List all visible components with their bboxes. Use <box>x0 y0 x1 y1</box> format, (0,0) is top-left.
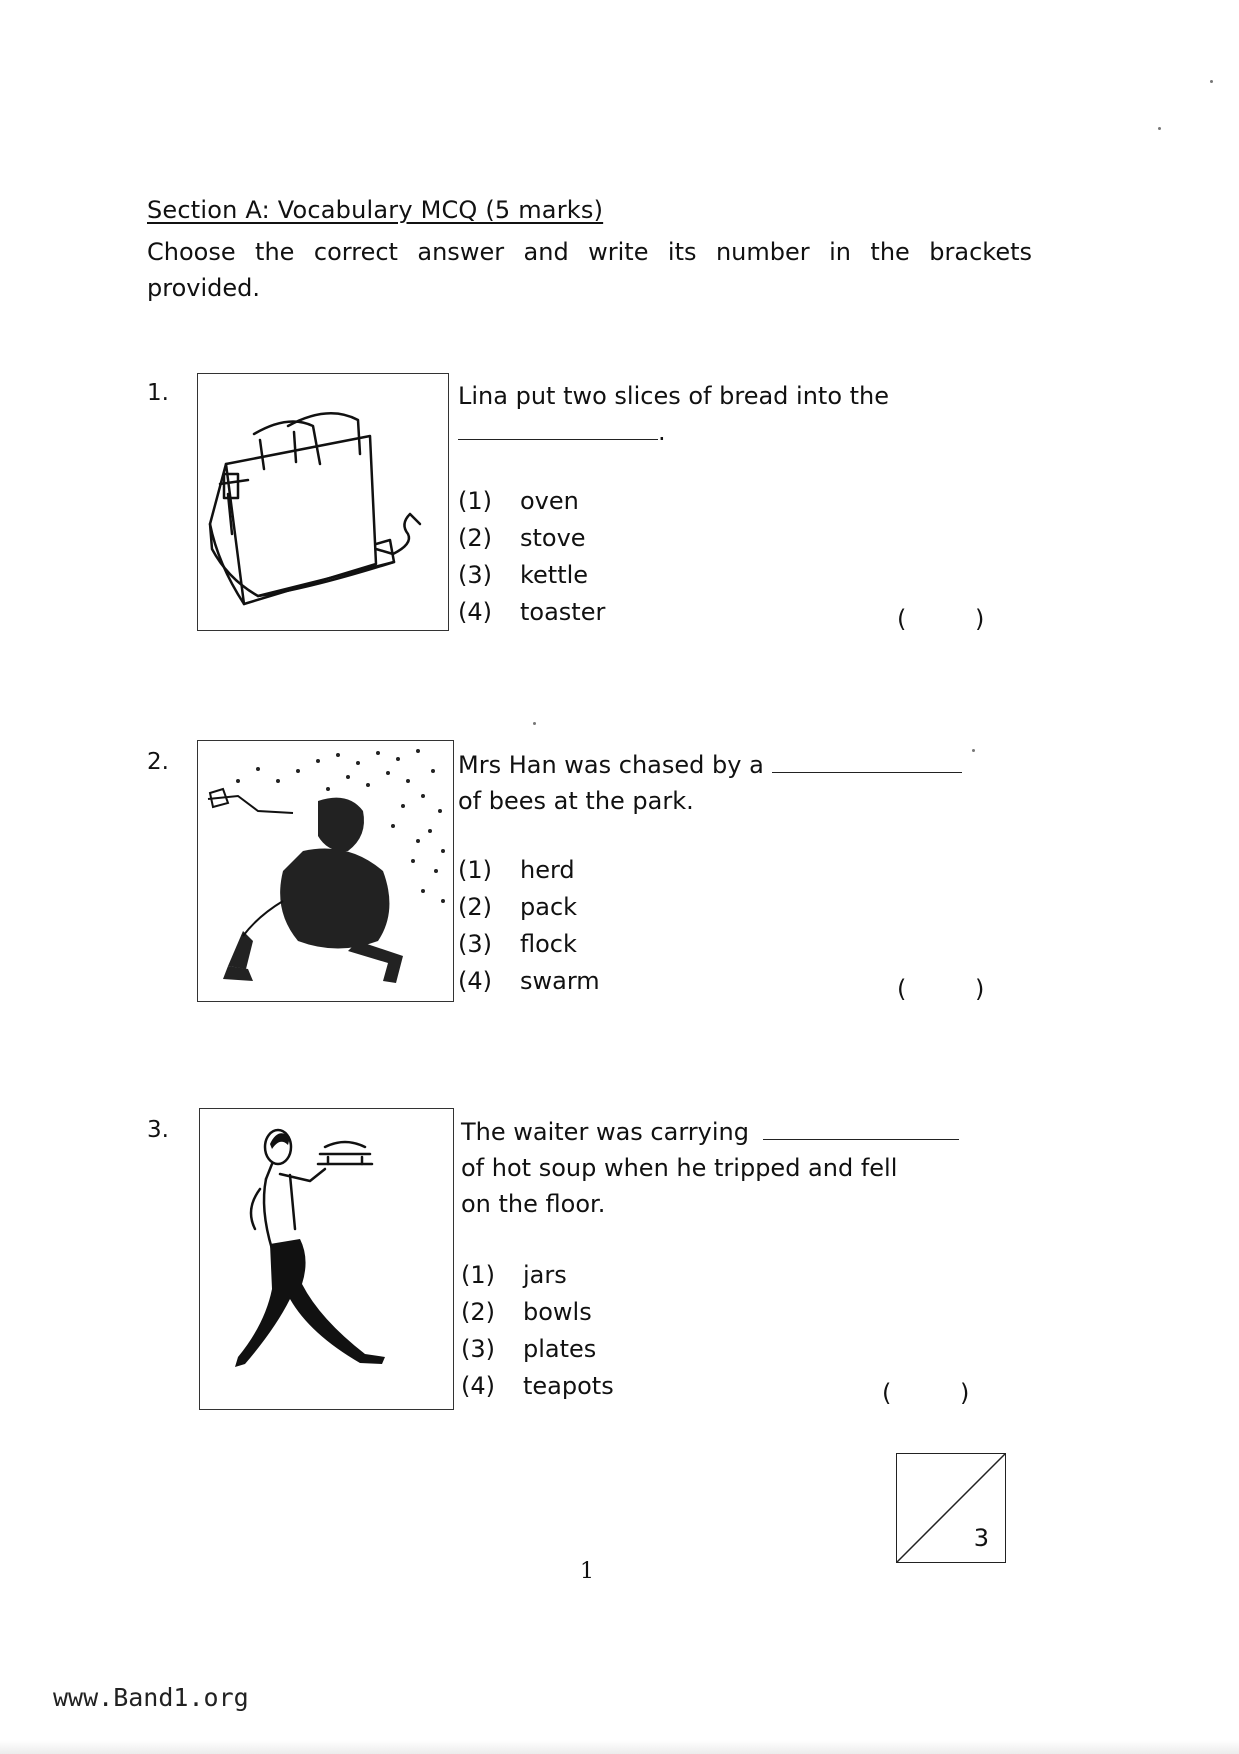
question-2-option-4: (4) swarm <box>458 967 600 995</box>
question-1-option-2: (2) stove <box>458 524 586 552</box>
question-1-answer-bracket[interactable]: ( ) <box>897 605 985 633</box>
question-3-option-3: (3) plates <box>461 1335 597 1363</box>
question-3-number: 3. <box>147 1117 169 1143</box>
question-1-option-4: (4) toaster <box>458 598 606 626</box>
question-2-text <box>458 747 1018 819</box>
question-2-stem-end: of bees at the park. <box>458 787 694 815</box>
waiter-illustration <box>199 1108 454 1410</box>
section-title: Section A: Vocabulary MCQ (5 marks) <box>147 196 604 224</box>
question-1-stem-end: . <box>658 418 666 446</box>
question-3-stem: The waiter was carrying <box>461 1118 749 1146</box>
question-3-options <box>461 1257 614 1405</box>
question-2-stem: Mrs Han was chased by a <box>458 751 764 779</box>
question-1-option-3: (3) kettle <box>458 561 589 589</box>
page-number: 1 <box>580 1559 594 1584</box>
scan-speck <box>1210 80 1213 83</box>
question-3-stem-end: of hot soup when he tripped and fell on the floor. <box>461 1154 898 1218</box>
question-3-option-4: (4) teapots <box>461 1372 614 1400</box>
question-1-stem: Lina put two slices of bread into the <box>458 382 890 410</box>
question-1-text <box>458 378 978 450</box>
scan-edge <box>0 1740 1239 1754</box>
question-1-option-1: (1) oven <box>458 487 579 515</box>
toaster-illustration <box>197 373 449 631</box>
scan-speck <box>972 749 975 752</box>
question-3-answer-bracket[interactable]: ( ) <box>882 1379 970 1407</box>
question-3-text <box>461 1114 1021 1222</box>
question-1-number: 1. <box>147 380 169 406</box>
toaster-icon <box>198 374 448 630</box>
bees-chase-illustration <box>197 740 454 1002</box>
watermark: www.Band1.org <box>53 1683 249 1712</box>
question-2-options <box>458 852 600 1000</box>
scan-speck <box>533 722 536 725</box>
instructions: Choose the correct answer and write its number in the brackets provided. <box>147 238 1032 302</box>
score-total-marks: 3 <box>973 1524 989 1552</box>
question-3-option-2: (2) bowls <box>461 1298 592 1326</box>
question-2-option-3: (3) flock <box>458 930 577 958</box>
question-2-number: 2. <box>147 749 169 775</box>
question-2-answer-bracket[interactable]: ( ) <box>897 975 985 1003</box>
question-2-blank <box>772 750 962 773</box>
question-1-options <box>458 483 605 631</box>
question-3-blank <box>763 1117 959 1140</box>
scan-speck <box>1158 127 1161 130</box>
question-3-option-1: (1) jars <box>461 1261 567 1289</box>
score-box <box>896 1453 1006 1563</box>
question-2-option-2: (2) pack <box>458 893 578 921</box>
question-2-option-1: (1) herd <box>458 856 575 884</box>
waiter-carrying-bowls-icon <box>200 1109 453 1409</box>
question-1-blank <box>458 415 658 440</box>
woman-chased-by-bees-icon <box>198 741 453 1001</box>
